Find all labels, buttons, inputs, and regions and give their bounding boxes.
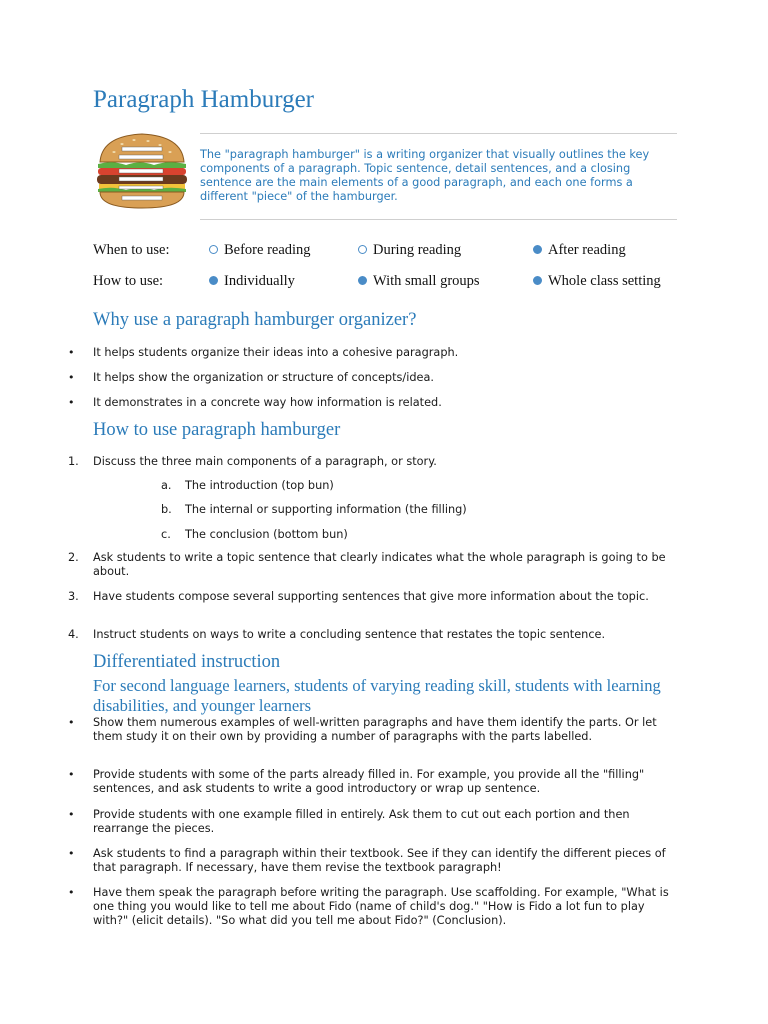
- bullet-icon: •: [68, 886, 75, 899]
- hamburger-illustration: [92, 130, 192, 212]
- bullet-icon: •: [68, 716, 75, 729]
- radio-filled-icon: [209, 276, 218, 285]
- why-item: It helps students organize their ideas into a cohesive paragraph.: [93, 346, 459, 359]
- step-text: Instruct students on ways to write a concluding sentence that restates the topic sentence.: [93, 628, 606, 641]
- substep-text: The introduction (top bun): [185, 479, 334, 492]
- differentiated-item: Provide students with some of the parts already filled in. For example, you provide all the "filling" sentences, and ask students to write a good introductory or wrap up sentence.: [93, 768, 645, 795]
- substep-text: The conclusion (bottom bun): [185, 528, 348, 541]
- bullet-icon: •: [68, 396, 75, 409]
- differentiated-item: Have them speak the paragraph before writing the paragraph. Use scaffolding. For example, "What is one thing you would like to tell me about Fido (name of child's dog." "How is Fido a lot fun to play with?" (elicit details). "So what did you tell me about Fido?" (Conclusion).: [93, 886, 669, 927]
- differentiated-item: Provide students with one example filled in entirely. Ask them to cut out each portion and then rearrange the pieces.: [93, 808, 630, 835]
- substep-letter: c.: [161, 528, 171, 541]
- radio-empty-icon: [209, 245, 218, 254]
- intro-text: The "paragraph hamburger" is a writing organizer that visually outlines the key components of a paragraph. Topic sentence, detail sentences, and a closing sentence are the main elements of a good paragraph, and each one forms a different "piece" of the hamburger.: [200, 148, 650, 203]
- step-number: 1.: [68, 455, 79, 468]
- substep-letter: a.: [161, 479, 172, 492]
- radio-filled-icon: [533, 276, 542, 285]
- when-to-use-label: When to use:: [93, 242, 170, 258]
- radio-empty-icon: [358, 245, 367, 254]
- radio-filled-icon: [533, 245, 542, 254]
- divider-top: [200, 133, 677, 134]
- step-text: Have students compose several supporting sentences that give more information about the topic.: [93, 590, 649, 603]
- page-title: Paragraph Hamburger: [93, 86, 314, 113]
- bullet-icon: •: [68, 346, 75, 359]
- step-text: Ask students to write a topic sentence that clearly indicates what the whole paragraph is going to be about.: [93, 551, 666, 578]
- divider-bottom: [200, 219, 677, 220]
- option-during-reading[interactable]: During reading: [358, 242, 461, 259]
- option-whole-class[interactable]: Whole class setting: [533, 273, 661, 290]
- differentiated-subheading: For second language learners, students of varying reading skill, students with learning disabilities, and younger learners: [93, 676, 661, 715]
- substep-letter: b.: [161, 503, 172, 516]
- substep-text: The internal or supporting information (the filling): [185, 503, 467, 516]
- step-number: 4.: [68, 628, 79, 641]
- how-heading: How to use paragraph hamburger: [93, 420, 341, 440]
- bullet-icon: •: [68, 847, 75, 860]
- bullet-icon: •: [68, 808, 75, 821]
- differentiated-heading: Differentiated instruction: [93, 652, 281, 672]
- how-to-use-row: [93, 273, 693, 291]
- step-number: 3.: [68, 590, 79, 603]
- radio-filled-icon: [358, 276, 367, 285]
- step-text: Discuss the three main components of a paragraph, or story.: [93, 455, 437, 468]
- step-number: 2.: [68, 551, 79, 564]
- differentiated-item: Ask students to find a paragraph within their textbook. See if they can identify the different pieces of that paragraph. If necessary, have them revise the textbook paragraph!: [93, 847, 666, 874]
- option-before-reading[interactable]: Before reading: [209, 242, 311, 259]
- why-item: It demonstrates in a concrete way how information is related.: [93, 396, 442, 409]
- when-to-use-row: [93, 242, 693, 260]
- why-heading: Why use a paragraph hamburger organizer?: [93, 310, 417, 330]
- option-small-groups[interactable]: With small groups: [358, 273, 480, 290]
- bullet-icon: •: [68, 371, 75, 384]
- differentiated-item: Show them numerous examples of well-written paragraphs and have them identify the parts. Or let them study it on their own by providing a number of paragraphs with the parts labelled.: [93, 716, 657, 743]
- option-individually[interactable]: Individually: [209, 273, 295, 290]
- why-item: It helps show the organization or structure of concepts/idea.: [93, 371, 434, 384]
- bullet-icon: •: [68, 768, 75, 781]
- how-to-use-label: How to use:: [93, 273, 164, 289]
- option-after-reading[interactable]: After reading: [533, 242, 626, 259]
